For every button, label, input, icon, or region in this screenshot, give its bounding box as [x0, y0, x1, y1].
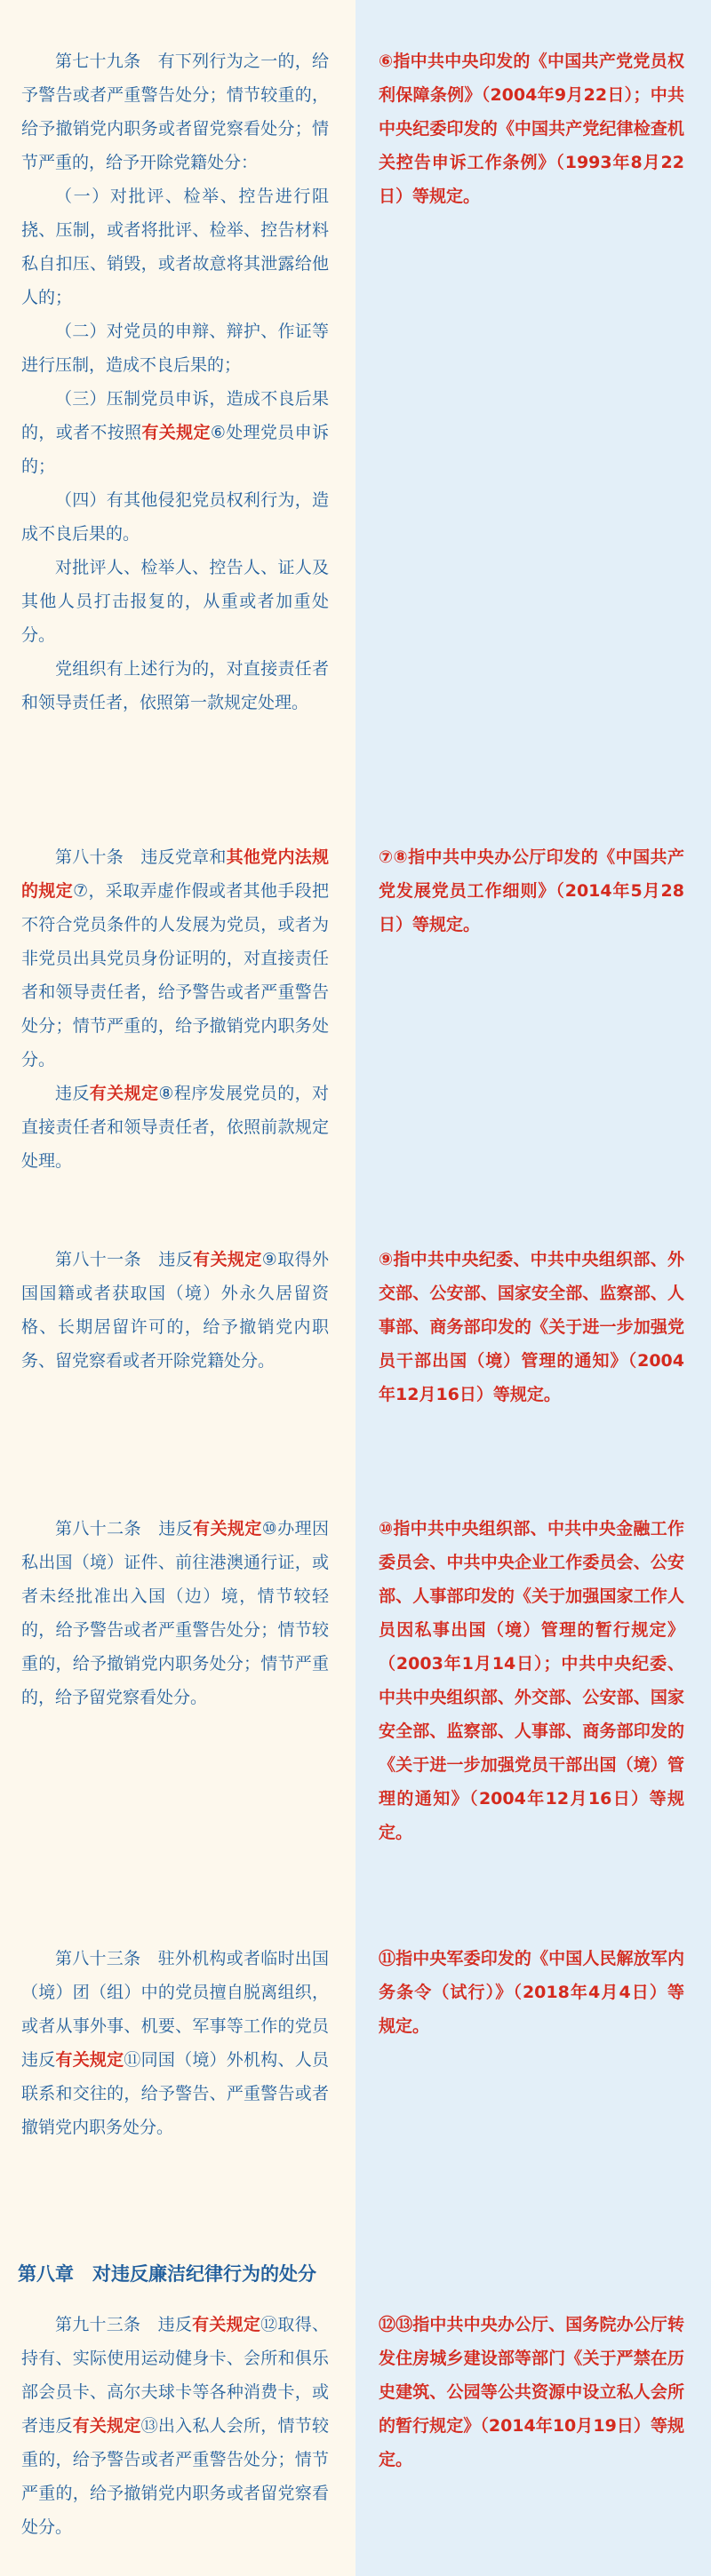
article-paragraph [21, 44, 329, 179]
paragraph-text: ⑪同国（境）外机构、人员联系和交往的，给予警告、严重警告或者撤销党内职务处分。 [21, 2050, 329, 2137]
article-paragraph [21, 314, 329, 382]
highlight-term: 有关规定 [141, 423, 211, 442]
highlight-term: 有关规定 [89, 1084, 159, 1103]
highlight-term: 其他党内法规的规定 [21, 847, 329, 901]
article-79 [21, 44, 329, 720]
note-article-79: ⑥指中共中央印发的《中国共产党党员权利保障条例》（2004年9月22日）；中共中央纪委印发的《中国共产党纪律检查机关控告申诉工作条例》（1993年8月22日）等规定。 [379, 52, 684, 206]
article-paragraph [21, 1077, 329, 1178]
note-article-82: ⑩指中共中央组织部、中共中央金融工作委员会、中共中央企业工作委员会、公安部、人事部印发的《关于加强国家工作人员因私事出国（境）管理的暂行规定》（2003年1月14日）；中共中央纪委、中共中央组织部、外交部、公安部、国家安全部、监察部、人事部、商务部印发的《关于进一步加强党员干部出国（境）管理的通知》（2004年12月16日）等规定。 [379, 1519, 684, 1842]
article-paragraph [21, 179, 329, 314]
paragraph-text: ⑫取得、持有、实际使用运动健身卡、会所和俱乐部会员卡、高尔夫球卡等各种消费卡，或者违反 [21, 2315, 329, 2436]
paragraph-text: 第八十二条 违反 [55, 1519, 194, 1538]
article-83 [21, 1942, 329, 2144]
paragraph-text: 第八十条 违反党章和 [55, 847, 227, 867]
article-81 [21, 1243, 329, 1378]
note-article-93: ⑫⑬指中共中央办公厅、国务院办公厅转发住房城乡建设部等部门《关于严禁在历史建筑、公园等公共资源中设立私人会所的暂行规定》（2014年10月19日）等规定。 [379, 2315, 684, 2469]
paragraph-text: 第七十九条 有下列行为之一的，给予警告或者严重警告处分；情节较重的，给予撤销党内职务或者留党察看处分；情节严重的，给予开除党籍处分： [21, 52, 329, 172]
note-article-83: ⑪指中央军委印发的《中国人民解放军内务条令（试行）》（2018年4月4日）等规定。 [379, 1949, 684, 2036]
paragraph-text: 第九十三条 违反 [55, 2315, 193, 2334]
note-article-81: ⑨指中共中央纪委、中共中央组织部、外交部、公安部、国家安全部、监察部、人事部、商务部印发的《关于进一步加强党员干部出国（境）管理的通知》（2004年12月16日）等规定。 [379, 1250, 684, 1404]
highlight-term: 有关规定 [72, 2416, 141, 2436]
chapter-heading: 第八章 对违反廉洁纪律行为的处分 [18, 2263, 316, 2285]
paragraph-text: 党组织有上述行为的，对直接责任者和领导责任者，依照第一款规定处理。 [21, 659, 329, 712]
paragraph-text: ⑨取得外国国籍或者获取国（境）外永久居留资格、长期居留许可的，给予撤销党内职务、留党察看或者开除党籍处分。 [21, 1250, 329, 1371]
paragraph-text: ⑦，采取弄虚作假或者其他手段把不符合党员条件的人发展为党员，或者为非党员出具党员身份证明的，对直接责任者和领导责任者，给予警告或者严重警告处分；情节严重的，给予撤销党内职务处分。 [21, 881, 329, 1069]
paragraph-text: 第八十一条 违反 [55, 1250, 194, 1269]
paragraph-text: （二）对党员的申辩、辩护、作证等进行压制，造成不良后果的； [21, 322, 329, 375]
paragraph-text: （三）压制党员申诉，造成不良后果的，或者不按照 [21, 389, 329, 442]
article-paragraph [21, 1512, 329, 1714]
article-paragraph [21, 382, 329, 483]
highlight-term: 有关规定 [193, 1250, 262, 1269]
article-paragraph [21, 2308, 329, 2544]
article-paragraph [21, 551, 329, 652]
paragraph-text: （一）对批评、检举、控告进行阻挠、压制，或者将批评、检举、控告材料私自扣压、销毁，或者故意将其泄露给他人的； [21, 187, 329, 307]
article-paragraph [21, 1942, 329, 2144]
paragraph-text: 第八十三条 驻外机构或者临时出国（境）团（组）中的党员擅自脱离组织，或者从事外事、机要、军事等工作的党员违反 [21, 1949, 329, 2070]
article-82 [21, 1512, 329, 1714]
article-93 [21, 2308, 329, 2544]
highlight-term: 有关规定 [192, 2315, 261, 2334]
paragraph-text: ⑬出入私人会所，情节较重的，给予警告或者严重警告处分；情节严重的，给予撤销党内职务或者留党察看处分。 [21, 2416, 329, 2537]
highlight-term: 有关规定 [193, 1519, 262, 1538]
note-article-80: ⑦⑧指中共中央办公厅印发的《中国共产党发展党员工作细则》（2014年5月28日）等规定。 [379, 847, 684, 934]
paragraph-text: 对批评人、检举人、控告人、证人及其他人员打击报复的，从重或者加重处分。 [21, 558, 329, 645]
article-paragraph [21, 1243, 329, 1378]
paragraph-text: ⑧程序发展党员的，对直接责任者和领导责任者，依照前款规定处理。 [21, 1084, 329, 1171]
paragraph-text: ⑩办理因私出国（境）证件、前往港澳通行证，或者未经批准出入国（边）境，情节较轻的，给予警告或者严重警告处分；情节较重的，给予撤销党内职务处分；情节严重的，给予留党察看处分。 [21, 1519, 329, 1707]
highlight-term: 有关规定 [55, 2050, 124, 2070]
article-paragraph [21, 652, 329, 720]
article-paragraph [21, 483, 329, 551]
article-paragraph [21, 840, 329, 1077]
article-80 [21, 840, 329, 1178]
paragraph-text: （四）有其他侵犯党员权利行为，造成不良后果的。 [21, 490, 329, 544]
paragraph-text: 违反 [55, 1084, 90, 1103]
paragraph-text: ⑥处理党员申诉的； [21, 423, 329, 476]
